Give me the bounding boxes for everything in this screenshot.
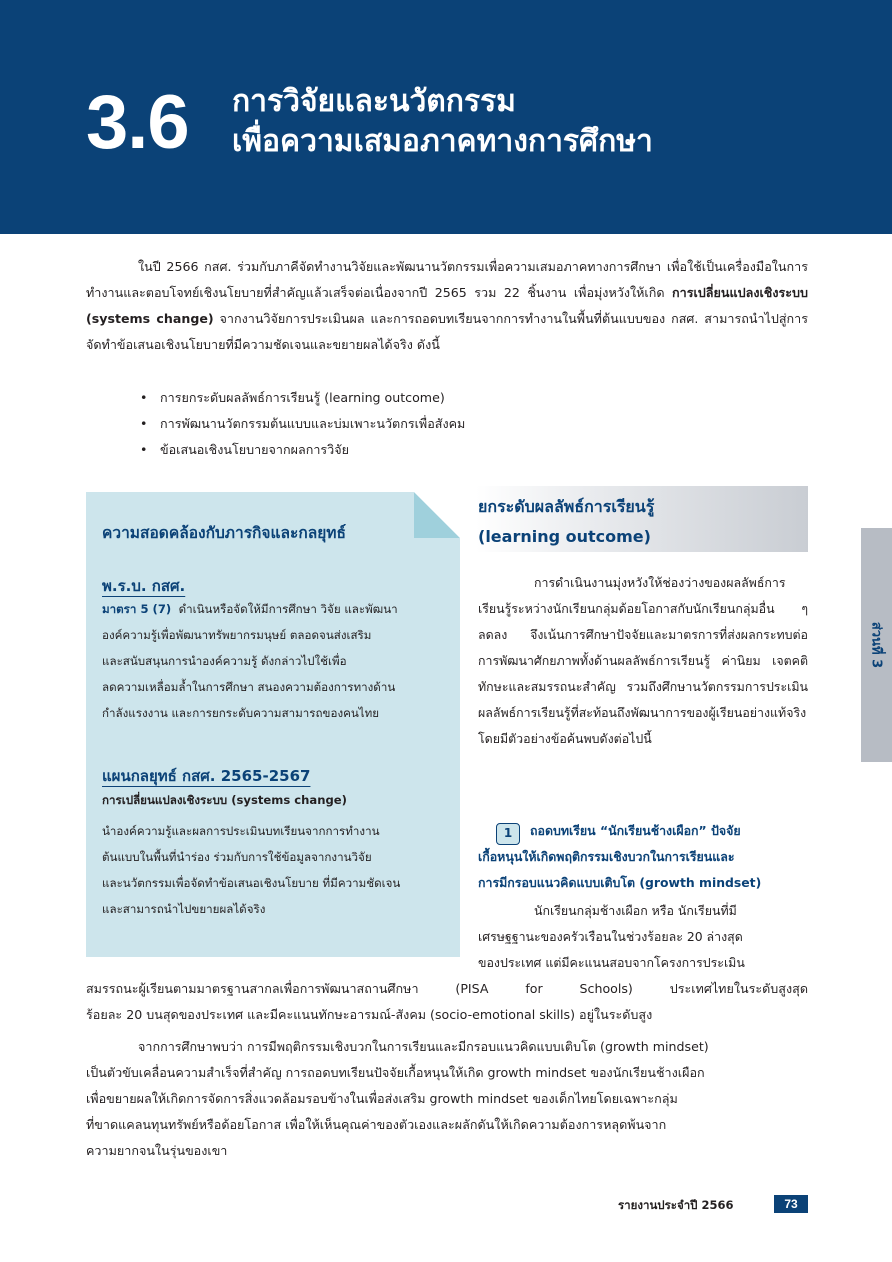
intro-text-part1: ในปี 2566 กสศ. ร่วมกับภาคีจัดทำงานวิจัยและพัฒนานวัตกรรมเพื่อความเสมอภาคทางการศึกษา เพื่อใช้เป็นเครื่องมือในการทำงานและตอบโจทย์เชิงนโยบายที่สำคัญแล้วเสร็จต่อเนื่องจากปี 2565 รวม 22 ชิ้นงาน เพื่อมุ่งหวังให้เกิด (86, 259, 808, 300)
item-body-line: สมรรถนะผู้เรียนตามมาตรฐานสากลเพื่อการพัฒนาสถานศึกษา (PISA for Schools) ประเทศไทยในระดับสูงสุด (86, 981, 808, 996)
bullet-item: • ข้อเสนอเชิงนโยบายจากผลการวิจัย (140, 437, 465, 463)
section-title (232, 82, 653, 162)
strategy-heading: แผนกลยุทธ์ กสศ. 2565-2567 (102, 767, 311, 785)
outcome-bullet-list (140, 385, 465, 463)
item-body-full (86, 976, 808, 1028)
right-heading (478, 492, 654, 552)
act-line: กำลังแรงงาน และการยกระดับความสามารถของคนไทย (102, 706, 380, 720)
act-line: ลดความเหลื่อมล้ำในการศึกษา สนองความต้องการทางด้าน (102, 680, 396, 694)
act-line: องค์ความรู้เพื่อพัฒนาทรัพยากรมนุษย์ ตลอดจนส่งเสริม (102, 628, 372, 642)
conclusion-line: ที่ขาดแคลนทุนทรัพย์หรือด้อยโอกาส เพื่อให้เห็นคุณค่าของตัวเองและผลักดันให้เกิดความต้องการหลุดพ้นจาก (86, 1117, 667, 1132)
strategy-line: และสามารถนำไปขยายผลได้จริง (102, 902, 266, 916)
intro-paragraph (86, 254, 808, 358)
item-title-line2: เกื้อหนุนให้เกิดพฤติกรรมเชิงบวกในการเรียนและ (478, 849, 735, 864)
strategy-line: ต้นแบบในพื้นที่นำร่อง ร่วมกับการใช้ข้อมูลจากงานวิจัย (102, 850, 372, 864)
item-body-line: นักเรียนกลุ่มช้างเผือก หรือ นักเรียนที่มี (534, 903, 737, 918)
alignment-box-title: ความสอดคล้องกับภารกิจและกลยุทธ์ (102, 524, 346, 542)
footer-report-label: รายงานประจำปี 2566 (618, 1198, 734, 1212)
right-heading-line2: (learning outcome) (478, 527, 651, 546)
item-body-column (478, 898, 808, 976)
act-body (102, 596, 452, 726)
section-side-tab (861, 528, 892, 762)
item-body-line: ร้อยละ 20 บนสุดของประเทศ และมีคะแนนทักษะอารมณ์-สังคม (socio-emotional skills) อยู่ในระดับสูง (86, 1007, 653, 1022)
item-title-line3: การมีกรอบแนวคิดแบบเติบโต (growth mindset) (478, 875, 762, 890)
side-tab-label: ส่วนที่ 3 (868, 621, 883, 669)
bullet-item: • การพัฒนานวัตกรรมต้นแบบและบ่มเพาะนวัตกรเพื่อสังคม (140, 411, 465, 437)
conclusion-line: จากการศึกษาพบว่า การมีพฤติกรรมเชิงบวกในการเรียนและมีกรอบแนวคิดแบบเติบโต (growth mindset) (138, 1039, 709, 1054)
strategy-subheading: การเปลี่ยนแปลงเชิงระบบ (systems change) (102, 793, 347, 807)
page-number: 73 (774, 1195, 808, 1213)
item-title (478, 818, 808, 896)
act-line: และสนับสนุนการนำองค์ความรู้ ดังกล่าวไปใช้เพื่อ (102, 654, 347, 668)
act-line: ดำเนินหรือจัดให้มีการศึกษา วิจัย และพัฒนา (178, 602, 398, 616)
item-title-line1: ถอดบทเรียน “นักเรียนช้างเผือก” ปัจจัย (530, 823, 741, 838)
page-fold-corner-icon (414, 492, 460, 538)
intro-text-bold: การเปลี่ยนแปลงเชิงระบบ (systems change) (86, 285, 808, 326)
act-section-lead: มาตรา 5 (7) (102, 602, 172, 616)
section-number: 3.6 (86, 80, 189, 165)
section-title-line2: เพื่อความเสมอภาคทางการศึกษา (232, 124, 653, 159)
strategy-body (102, 818, 452, 922)
section-title-line1: การวิจัยและนวัตกรรม (232, 84, 516, 119)
intro-text-part2: จากงานวิจัยการประเมินผล และการถอดบทเรียนจากการทำงานในพื้นที่ต้นแบบของ กสศ. สามารถนำไปสู่การจัดทำข้อเสนอเชิงนโยบายที่มีความชัดเจนและขยายผลได้จริง ดังนี้ (86, 311, 808, 352)
strategy-line: และนวัตกรรมเพื่อจัดทำข้อเสนอเชิงนโยบาย ที่มีความชัดเจน (102, 876, 401, 890)
conclusion-paragraph (86, 1034, 808, 1164)
conclusion-line: ความยากจนในรุ่นของเขา (86, 1143, 228, 1158)
item-body-line: เศรษฐฐานะของครัวเรือนในช่วงร้อยละ 20 ล่างสุด (478, 929, 743, 944)
bullet-item: • การยกระดับผลลัพธ์การเรียนรู้ (learning outcome) (140, 385, 465, 411)
conclusion-line: เป็นตัวขับเคลื่อนความสำเร็จที่สำคัญ การถอดบทเรียนปัจจัยเกื้อหนุนให้เกิด growth mindset ของนักเรียนช้างเผือก (86, 1065, 705, 1080)
right-paragraph-text: การดำเนินงานมุ่งหวังให้ช่องว่างของผลลัพธ์การเรียนรู้ระหว่างนักเรียนกลุ่มด้อยโอกาสกับนักเรียนกลุ่มอื่น ๆ ลดลง จึงเน้นการศึกษาปัจจัยและมาตรการที่ส่งผลกระทบต่อการพัฒนาศักยภาพทั้งด้านผลลัพธ์การเรียนรู้ ค่านิยม เจตคติ ทักษะและสมรรถนะสำคัญ รวมถึงศึกษานวัตกรรมการประเมินผลลัพธ์การเรียนรู้ที่สะท้อนถึงพัฒนาการของผู้เรียนอย่างแท้จริง โดยมีตัวอย่างข้อค้นพบดังต่อไปนี้ (478, 575, 808, 746)
right-heading-line1: ยกระดับผลลัพธ์การเรียนรู้ (478, 497, 655, 516)
conclusion-line: เพื่อขยายผลให้เกิดการจัดการสิ่งแวดล้อมรอบข้างในเพื่อส่งเสริม growth mindset ของเด็กไทยโดยเฉพาะกลุ่ม (86, 1091, 678, 1106)
item-body-line: ของประเทศ แต่มีคะแนนสอบจากโครงการประเมิน (478, 955, 745, 970)
strategy-line: นำองค์ความรู้และผลการประเมินบทเรียนจากการทำงาน (102, 824, 380, 838)
act-heading: พ.ร.บ. กสศ. (102, 577, 186, 595)
item-number-badge: 1 (496, 823, 520, 845)
right-paragraph (478, 570, 808, 752)
